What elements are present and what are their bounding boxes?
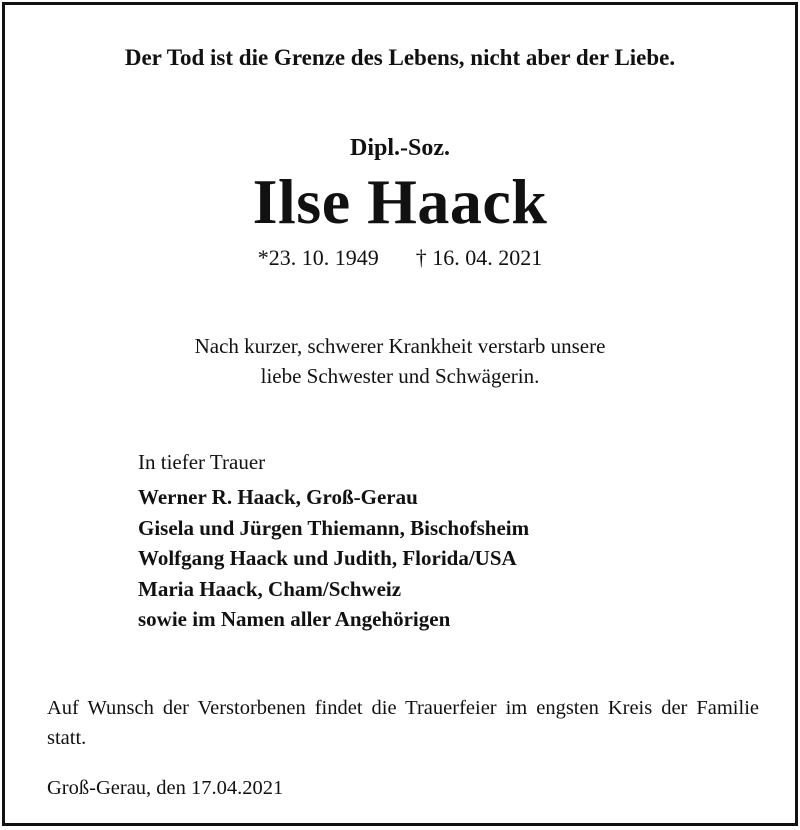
academic-title: Dipl.-Soz.	[349, 135, 450, 161]
announcement-line-1: Nach kurzer, schwerer Krankheit verstarb unsere	[194, 334, 606, 358]
mourner-item: Maria Haack, Cham/Schweiz	[138, 576, 402, 601]
death-announcement	[5, 331, 795, 391]
life-dates	[5, 243, 795, 273]
deceased-name: Ilse Haack	[252, 166, 548, 237]
birth-date: *23. 10. 1949	[257, 245, 379, 270]
announcement-line-2: liebe Schwester und Schwägerin.	[260, 364, 540, 388]
place-and-date: Groß-Gerau, den 17.04.2021	[47, 777, 284, 799]
motto: Der Tod ist die Grenze des Lebens, nicht aber der Liebe.	[124, 45, 676, 70]
mourner-item: Werner R. Haack, Groß-Gerau	[138, 485, 418, 509]
mourner-item: Gisela und Jürgen Thiemann, Bischofsheim	[138, 515, 530, 540]
mourner-item: Wolfgang Haack und Judith, Florida/USA	[138, 546, 517, 570]
funeral-note: Auf Wunsch der Verstorbenen findet die Trauerfeier im engsten Kreis der Familie statt.	[47, 697, 759, 749]
mourners-list	[138, 482, 529, 635]
death-date: † 16. 04. 2021	[415, 245, 543, 270]
obituary-notice	[2, 2, 798, 826]
mourning-label: In tiefer Trauer	[138, 450, 266, 474]
mourner-item: sowie im Namen aller Angehörigen	[138, 607, 451, 631]
